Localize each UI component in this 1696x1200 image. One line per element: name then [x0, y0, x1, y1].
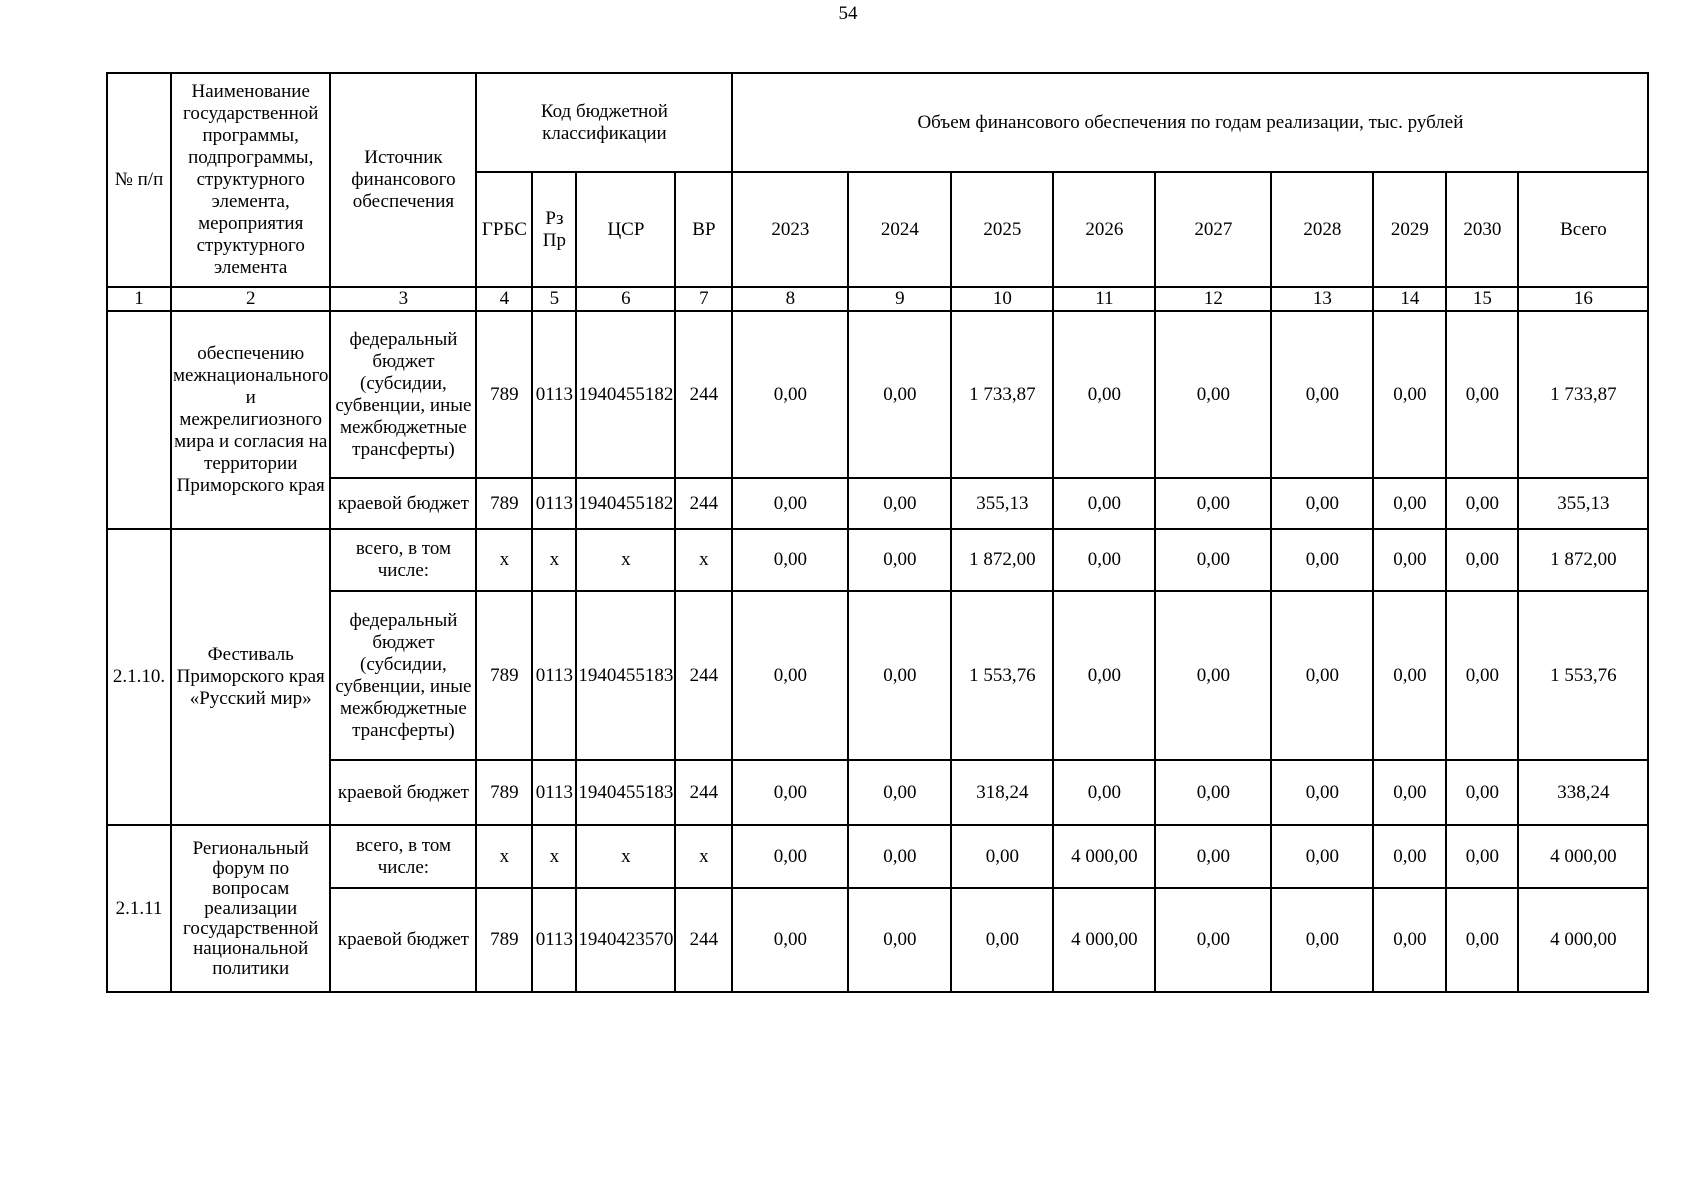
- column-number: 3: [330, 287, 476, 311]
- table-row: [107, 478, 1648, 529]
- row-total: 338,24: [1518, 760, 1648, 825]
- row-csr: 1940455183: [576, 591, 675, 760]
- row-value: 0,00: [848, 760, 951, 825]
- header-total: Всего: [1518, 172, 1648, 287]
- column-number: 2: [171, 287, 330, 311]
- row-value: 0,00: [848, 591, 951, 760]
- row-value: 0,00: [1271, 760, 1373, 825]
- row-value: 0,00: [732, 478, 848, 529]
- row-value: 0,00: [1155, 888, 1271, 992]
- row-source: краевой бюджет: [330, 760, 476, 825]
- row-value: 0,00: [951, 825, 1053, 888]
- row-vr: 244: [675, 760, 732, 825]
- row-value: 0,00: [1155, 591, 1271, 760]
- row-source: краевой бюджет: [330, 478, 476, 529]
- header-budget-code: Код бюджетной классификации: [476, 73, 732, 172]
- row-value: 0,00: [1271, 529, 1373, 591]
- row-num: 2.1.10.: [107, 529, 171, 825]
- header-year: 2027: [1155, 172, 1271, 287]
- column-number: 7: [675, 287, 732, 311]
- row-value: 0,00: [1446, 478, 1518, 529]
- column-number: 5: [532, 287, 576, 311]
- row-value: 0,00: [1373, 760, 1446, 825]
- row-value: 0,00: [732, 311, 848, 478]
- row-value: 0,00: [1155, 478, 1271, 529]
- row-rzpr: 0113: [532, 478, 576, 529]
- row-csr: х: [576, 825, 675, 888]
- row-source: всего, в том числе:: [330, 529, 476, 591]
- row-value: 0,00: [1271, 478, 1373, 529]
- row-value: 0,00: [1053, 591, 1155, 760]
- row-csr: х: [576, 529, 675, 591]
- row-csr: 1940455182: [576, 311, 675, 478]
- column-number: 14: [1373, 287, 1446, 311]
- header-year: 2030: [1446, 172, 1518, 287]
- row-vr: 244: [675, 311, 732, 478]
- row-rzpr: 0113: [532, 591, 576, 760]
- row-value: 0,00: [848, 888, 951, 992]
- column-number: 6: [576, 287, 675, 311]
- column-number: 15: [1446, 287, 1518, 311]
- row-value: 0,00: [732, 591, 848, 760]
- table-row: [107, 311, 1648, 478]
- row-num: 2.1.11: [107, 825, 171, 992]
- column-number: 11: [1053, 287, 1155, 311]
- row-value: 4 000,00: [1053, 825, 1155, 888]
- row-value: 0,00: [1373, 825, 1446, 888]
- row-value: 0,00: [1373, 311, 1446, 478]
- row-value: 0,00: [1373, 478, 1446, 529]
- row-value: 1 733,87: [951, 311, 1053, 478]
- header-row-1: [107, 73, 1648, 172]
- header-vr: ВР: [675, 172, 732, 287]
- row-value: 0,00: [1446, 760, 1518, 825]
- row-total: 1 553,76: [1518, 591, 1648, 760]
- row-value: 0,00: [732, 888, 848, 992]
- row-value: 4 000,00: [1053, 888, 1155, 992]
- header-grbs: ГРБС: [476, 172, 532, 287]
- header-year: 2023: [732, 172, 848, 287]
- row-value: 1 553,76: [951, 591, 1053, 760]
- row-value: 0,00: [1373, 529, 1446, 591]
- header-year: 2025: [951, 172, 1053, 287]
- table-row: [107, 591, 1648, 760]
- row-value: 0,00: [1053, 529, 1155, 591]
- row-value: 0,00: [1271, 888, 1373, 992]
- row-name: Фестиваль Приморского края «Русский мир»: [171, 529, 330, 825]
- row-grbs: 789: [476, 760, 532, 825]
- row-rzpr: х: [532, 825, 576, 888]
- column-number: 13: [1271, 287, 1373, 311]
- header-rzpr: Рз Пр: [532, 172, 576, 287]
- table-row: [107, 529, 1648, 591]
- header-year: 2029: [1373, 172, 1446, 287]
- row-rzpr: 0113: [532, 760, 576, 825]
- row-value: 318,24: [951, 760, 1053, 825]
- row-source: федеральный бюджет (субсидии, субвенции, иные межбюджетные трансферты): [330, 311, 476, 478]
- table-row: [107, 825, 1648, 888]
- row-source: федеральный бюджет (субсидии, субвенции, иные межбюджетные трансферты): [330, 591, 476, 760]
- header-source: Источник финансового обеспечения: [330, 73, 476, 287]
- column-number: 12: [1155, 287, 1271, 311]
- row-total: 1 733,87: [1518, 311, 1648, 478]
- row-value: 1 872,00: [951, 529, 1053, 591]
- row-value: 0,00: [732, 825, 848, 888]
- row-vr: 244: [675, 888, 732, 992]
- row-value: 0,00: [732, 760, 848, 825]
- row-value: 0,00: [1446, 888, 1518, 992]
- row-value: 0,00: [1155, 529, 1271, 591]
- row-name: Региональный форум по вопросам реализации государственной национальной политики: [171, 825, 330, 992]
- row-value: 0,00: [732, 529, 848, 591]
- row-num: [107, 311, 171, 529]
- row-value: 0,00: [1271, 311, 1373, 478]
- row-csr: 1940455183: [576, 760, 675, 825]
- row-grbs: х: [476, 529, 532, 591]
- column-number: 9: [848, 287, 951, 311]
- header-year: 2024: [848, 172, 951, 287]
- row-total: 355,13: [1518, 478, 1648, 529]
- row-source: всего, в том числе:: [330, 825, 476, 888]
- header-year: 2028: [1271, 172, 1373, 287]
- row-value: 0,00: [1155, 825, 1271, 888]
- row-value: 0,00: [1271, 591, 1373, 760]
- table-row: [107, 888, 1648, 992]
- row-rzpr: 0113: [532, 888, 576, 992]
- row-vr: х: [675, 825, 732, 888]
- row-vr: 244: [675, 478, 732, 529]
- row-grbs: 789: [476, 478, 532, 529]
- row-rzpr: 0113: [532, 311, 576, 478]
- row-value: 0,00: [1053, 478, 1155, 529]
- column-number: 1: [107, 287, 171, 311]
- column-number: 8: [732, 287, 848, 311]
- row-rzpr: х: [532, 529, 576, 591]
- row-vr: х: [675, 529, 732, 591]
- row-value: 0,00: [951, 888, 1053, 992]
- row-grbs: 789: [476, 888, 532, 992]
- row-total: 4 000,00: [1518, 825, 1648, 888]
- row-value: 0,00: [848, 529, 951, 591]
- row-csr: 1940455182: [576, 478, 675, 529]
- row-value: 0,00: [1373, 591, 1446, 760]
- row-source: краевой бюджет: [330, 888, 476, 992]
- row-value: 0,00: [848, 311, 951, 478]
- row-total: 1 872,00: [1518, 529, 1648, 591]
- column-number: 16: [1518, 287, 1648, 311]
- row-value: 0,00: [1053, 760, 1155, 825]
- row-value: 0,00: [1446, 591, 1518, 760]
- row-grbs: х: [476, 825, 532, 888]
- row-value: 0,00: [1155, 311, 1271, 478]
- row-grbs: 789: [476, 311, 532, 478]
- row-csr: 1940423570: [576, 888, 675, 992]
- row-value: 0,00: [848, 478, 951, 529]
- header-name: Наименование государственной программы, подпрограммы, структурного элемента, мероприятия структурного элемента: [171, 73, 330, 287]
- row-value: 0,00: [1053, 311, 1155, 478]
- column-numbers-row: [107, 287, 1648, 311]
- header-csr: ЦСР: [576, 172, 675, 287]
- table-row: [107, 760, 1648, 825]
- row-value: 0,00: [848, 825, 951, 888]
- row-name: обеспечению межнационального и межрелигиозного мира и согласия на территории Приморского края: [171, 311, 330, 529]
- row-total: 4 000,00: [1518, 888, 1648, 992]
- page-number: 54: [838, 3, 858, 24]
- header-volume: Объем финансового обеспечения по годам реализации, тыс. рублей: [732, 73, 1648, 172]
- row-grbs: 789: [476, 591, 532, 760]
- row-value: 0,00: [1373, 888, 1446, 992]
- row-value: 0,00: [1155, 760, 1271, 825]
- header-num: № п/п: [107, 73, 171, 287]
- column-number: 4: [476, 287, 532, 311]
- row-value: 0,00: [1446, 311, 1518, 478]
- row-value: 0,00: [1446, 529, 1518, 591]
- row-value: 0,00: [1271, 825, 1373, 888]
- row-vr: 244: [675, 591, 732, 760]
- row-value: 0,00: [1446, 825, 1518, 888]
- financing-table: [106, 72, 1649, 993]
- row-value: 355,13: [951, 478, 1053, 529]
- header-year: 2026: [1053, 172, 1155, 287]
- column-number: 10: [951, 287, 1053, 311]
